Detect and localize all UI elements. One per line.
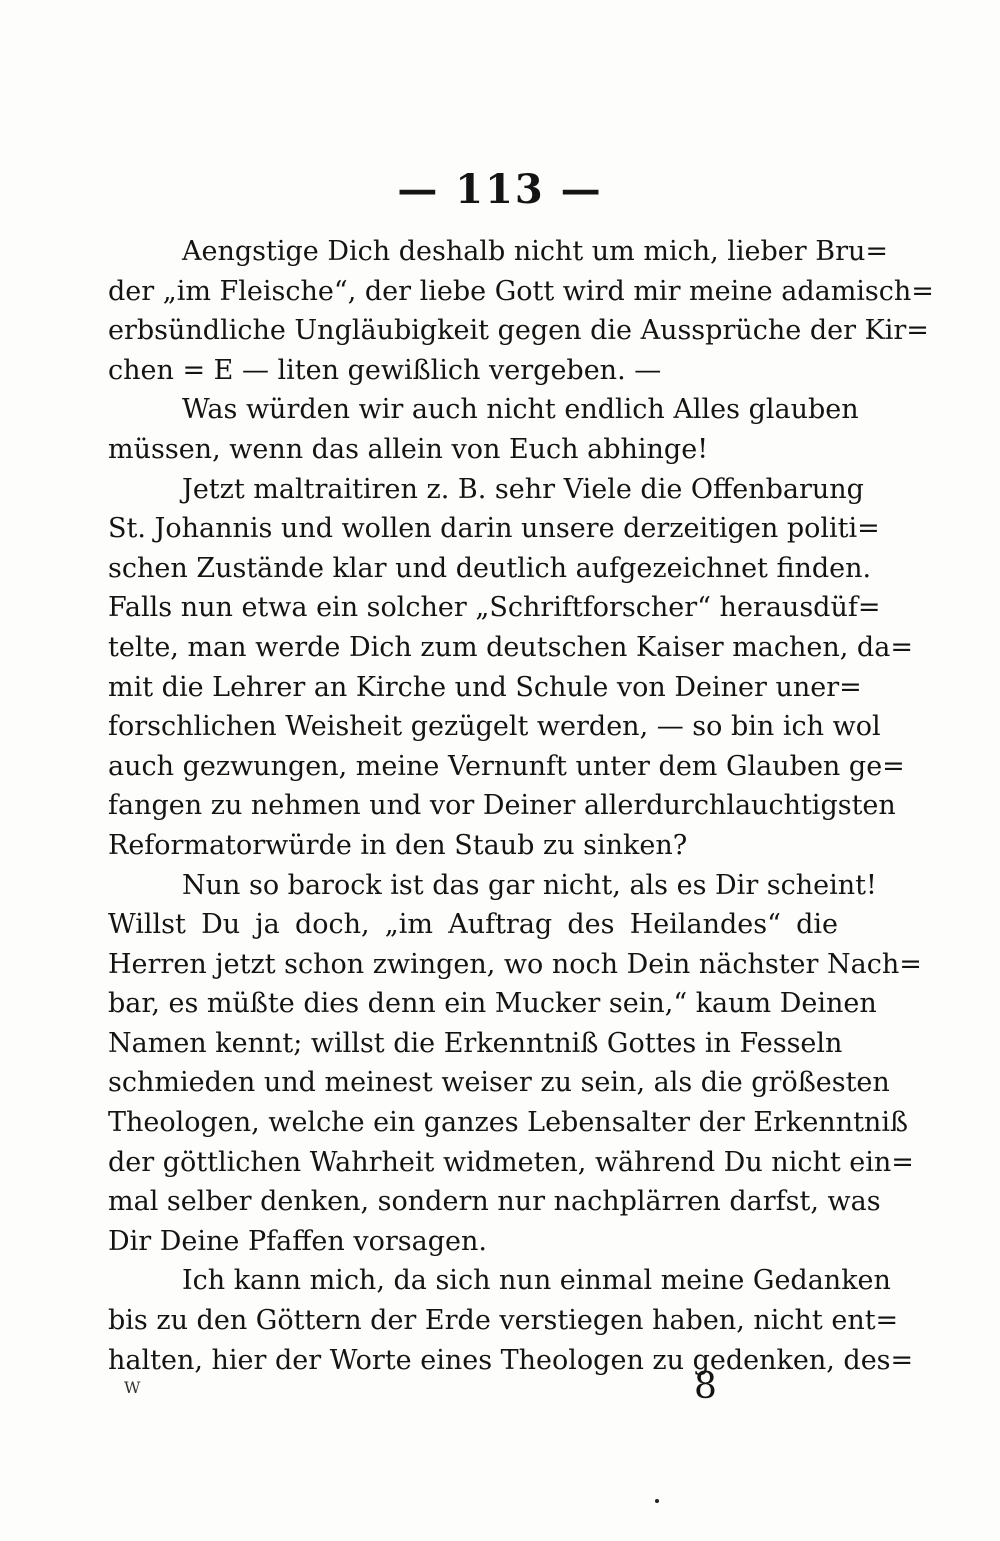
- ink-speck: [655, 1499, 659, 1503]
- text-line: mit die Lehrer an Kirche und Schule von Deiner uner=: [108, 671, 862, 703]
- text-line: halten, hier der Worte eines Theologen zu gedenken, des=: [108, 1344, 914, 1376]
- text-line: Reformatorwürde in den Staub zu sinken?: [108, 829, 688, 861]
- text-line: fangen zu nehmen und vor Deiner allerdurchlauchtigsten: [108, 790, 896, 822]
- text-line: Was würden wir auch nicht endlich Alles glauben: [182, 394, 859, 426]
- footer-mark: W: [124, 1378, 141, 1397]
- text-line: auch gezwungen, meine Vernunft unter dem Glauben ge=: [108, 750, 905, 782]
- text-line: Jetzt maltraitiren z. B. sehr Viele die Offenbarung: [182, 473, 864, 505]
- text-line: der „im Fleische“, der liebe Gott wird mir meine adamisch=: [108, 275, 934, 307]
- text-line: Theologen, welche ein ganzes Lebensalter der Erkenntniß: [108, 1107, 908, 1139]
- text-line: forschlichen Weisheit gezügelt werden, — so bin ich wol: [108, 711, 881, 743]
- text-line: Aengstige Dich deshalb nicht um mich, lieber Bru=: [182, 236, 889, 267]
- text-line: müssen, wenn das allein von Euch abhinge!: [108, 433, 709, 465]
- text-line: schmieden und meinest weiser zu sein, als die größesten: [108, 1067, 890, 1099]
- text-line: mal selber denken, sondern nur nachplärren darfst, was: [108, 1186, 881, 1218]
- text-line: Nun so barock ist das gar nicht, als es Dir scheint!: [182, 869, 877, 901]
- text-line: St. Johannis und wollen darin unsere derzeitigen politi=: [108, 513, 880, 545]
- text-line: Falls nun etwa ein solcher „Schriftforscher“ herausdüf=: [108, 592, 881, 624]
- signature-mark: 8: [694, 1366, 717, 1407]
- text-line: schen Zustände klar und deutlich aufgezeichnet finden.: [108, 552, 872, 584]
- text-line: Herren jetzt schon zwingen, wo noch Dein nächster Nach=: [108, 948, 922, 980]
- page-number: — 113 —: [397, 166, 603, 213]
- text-line: Namen kennt; willst die Erkenntniß Gottes in Fesseln: [108, 1027, 843, 1059]
- text-line: Dir Deine Pfaffen vorsagen.: [108, 1225, 487, 1257]
- text-line: Willst Du ja doch, „im Auftrag des Heilandes“ die: [108, 909, 838, 941]
- text-line: erbsündliche Ungläubigkeit gegen die Aussprüche der Kir=: [108, 315, 929, 347]
- text-line: Ich kann mich, da sich nun einmal meine Gedanken: [182, 1265, 891, 1297]
- text-line: der göttlichen Wahrheit widmeten, während Du nicht ein=: [108, 1146, 914, 1178]
- body-text: [108, 232, 934, 1380]
- text-line: chen = E — liten gewißlich vergeben. —: [108, 354, 662, 386]
- text-line: bar, es müßte dies denn ein Mucker sein,“ kaum Deinen: [108, 988, 877, 1020]
- text-line: bis zu den Göttern der Erde verstiegen haben, nicht ent=: [108, 1305, 899, 1337]
- text-line: telte, man werde Dich zum deutschen Kaiser machen, da=: [108, 631, 913, 663]
